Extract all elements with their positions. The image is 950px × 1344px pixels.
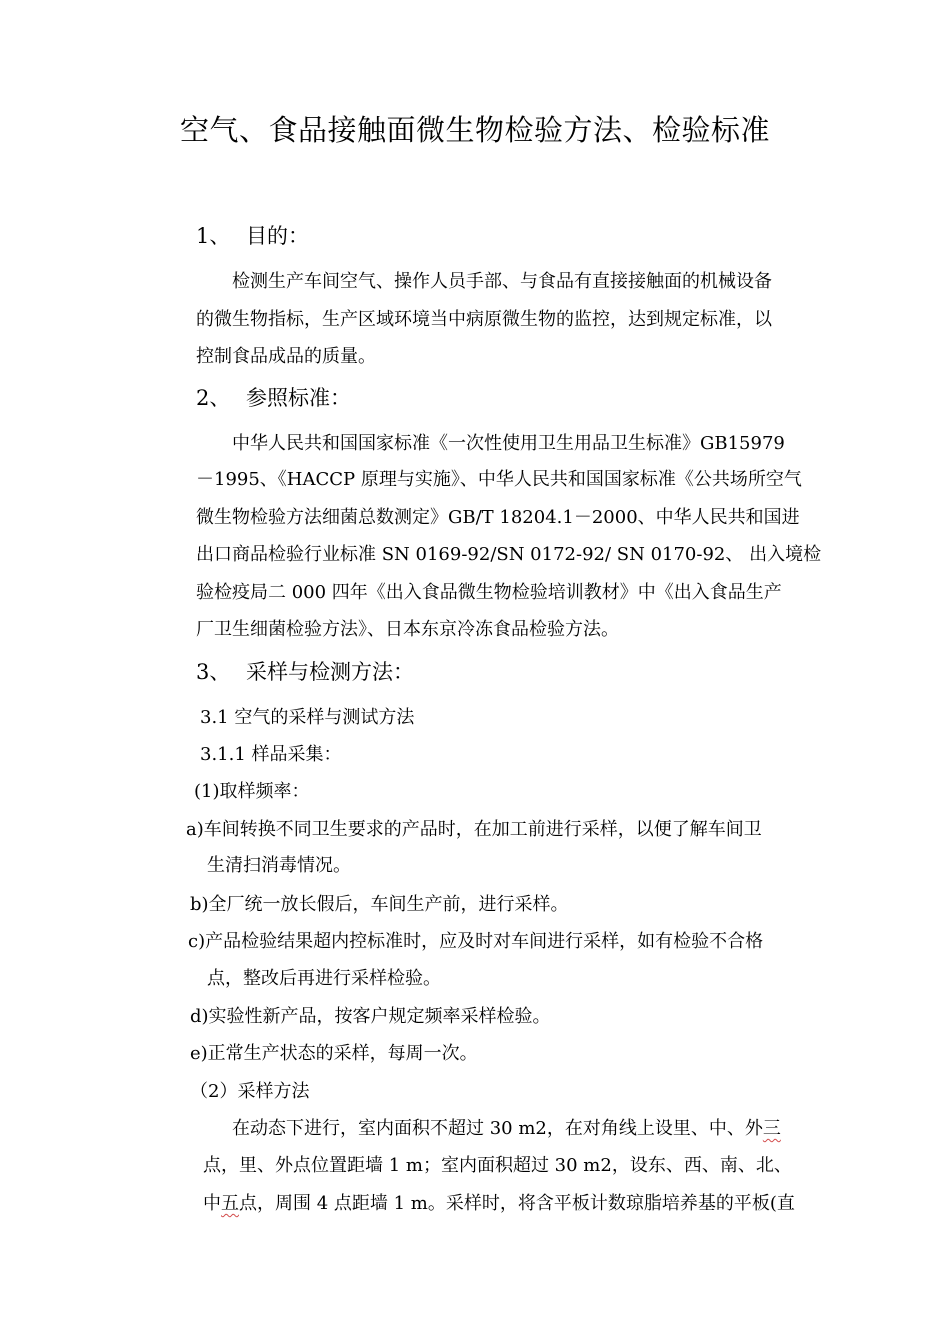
list-title: (1)取样频率： <box>194 781 310 802</box>
section-3-title: 采样与检测方法： <box>246 660 414 684</box>
paragraph-line: 微生物检验方法细菌总数测定》GB/T 18204.1－2000、中华人民共和国进 <box>196 507 800 528</box>
list-title: （2）采样方法 <box>190 1081 310 1102</box>
paragraph-text: 在动态下进行，室内面积不超过 30 m2，在对角线上设里、中、外 <box>232 1118 763 1139</box>
section-3-number: 3、 <box>196 660 231 684</box>
section-1-title: 目的： <box>246 224 309 248</box>
paragraph-line: 厂卫生细菌检验方法》、日本东京冷冻食品检验方法。 <box>196 619 619 640</box>
section-3-heading <box>196 657 414 687</box>
spellcheck-underline: 五 <box>221 1193 239 1214</box>
paragraph-line: 的微生物指标，生产区域环境当中病原微生物的监控，达到规定标准，以 <box>196 309 772 330</box>
paragraph-line: 点，里、外点位置距墙 1 m；室内面积超过 30 m2，设东、西、南、北、 <box>203 1155 792 1176</box>
list-item-a-cont: 生清扫消毒情况。 <box>207 855 351 876</box>
subsection-heading: 3.1 空气的采样与测试方法 <box>200 707 415 728</box>
list-item-c: c)产品检验结果超内控标准时，应及时对车间进行采样，如有检验不合格 <box>188 931 764 952</box>
paragraph-line: 控制食品成品的质量。 <box>196 346 376 367</box>
list-item-b: b)全厂统一放长假后，车间生产前，进行采样。 <box>190 894 569 915</box>
section-1-number: 1、 <box>196 224 231 248</box>
section-2-heading <box>196 383 351 413</box>
spellcheck-underline: 三 <box>762 1118 781 1139</box>
list-item-a: a)车间转换不同卫生要求的产品时，在加工前进行采样，以便了解车间卫 <box>186 819 762 840</box>
list-item-c-cont: 点，整改后再进行采样检验。 <box>207 968 441 989</box>
paragraph-text: 点，周围 4 点距墙 1 m。采样时，将含平板计数琼脂培养基的平板(直 <box>239 1193 795 1214</box>
section-2-number: 2、 <box>196 386 231 410</box>
subsection-heading: 3.1.1 样品采集： <box>200 744 342 765</box>
paragraph-line <box>203 1191 795 1217</box>
list-item-e: e)正常生产状态的采样，每周一次。 <box>190 1043 478 1064</box>
paragraph-line: 检测生产车间空气、操作人员手部、与食品有直接接触面的机械设备 <box>232 271 772 292</box>
paragraph-line: 验检疫局二 000 四年《出入食品微生物检验培训教材》中《出入食品生产 <box>196 582 782 603</box>
paragraph-text: 中 <box>203 1193 221 1214</box>
section-2-title: 参照标准： <box>246 386 351 410</box>
page-title: 空气、食品接触面微生物检验方法、检验标准 <box>179 113 770 147</box>
paragraph-line: 中华人民共和国国家标准《一次性使用卫生用品卫生标准》GB15979 <box>232 433 785 454</box>
paragraph-line <box>232 1116 781 1142</box>
paragraph-line: －1995、《HACCP 原理与实施》、中华人民共和国国家标准《公共场所空气 <box>196 469 802 490</box>
paragraph-line: 出口商品检验行业标准 SN 0169-92/SN 0172-92/ SN 0170-92、 出入境检 <box>196 544 822 565</box>
list-item-d: d)实验性新产品，按客户规定频率采样检验。 <box>190 1006 551 1027</box>
section-1-heading <box>196 221 309 251</box>
